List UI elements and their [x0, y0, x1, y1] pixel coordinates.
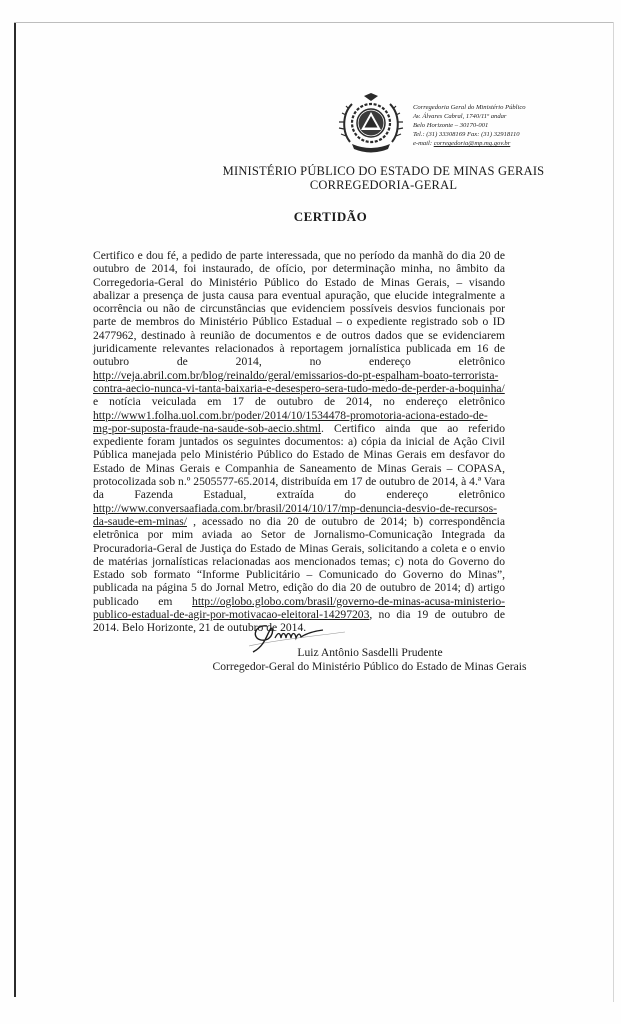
email-label: e-mail:: [413, 140, 433, 147]
email-link[interactable]: corregedoria@mp.mg.gov.br: [433, 140, 511, 147]
institution-name: MINISTÉRIO PÚBLICO DO ESTADO DE MINAS GERAIS: [222, 164, 545, 178]
contact-line: Corregedoria Geral do Ministério Público: [413, 104, 526, 111]
contact-email-line: [413, 139, 608, 148]
body-text-segment: . Certifico ainda que ao referido expediente foram juntados os seguintes documentos: a) cópia da inicial de Ação Civil Pública manejada pelo Ministério Público do Estado de Minas Gerais em desfavor do Estado de Minas Gerais e Companhia de Saneamento de Minas Gerais – COPASA, protocolizada sob n.º 2505577-65.2014, distribuída em 17 de outubro de 2014, à 4.ª Vara da Fazenda Estadual, extraída do endereço eletrônico: [93, 421, 505, 502]
url-link-folha[interactable]: http://www1.folha.uol.com.br/poder/2014/10/1534478-promotoria-aciona-estado-de-mg-por-suposta-fraude-na-saude-sob-aecio.shtml: [93, 408, 488, 435]
coat-of-arms-icon: [338, 92, 404, 156]
contact-line: Av. Álvares Cabral, 1740/11º andar: [413, 113, 507, 120]
certificate-body: [93, 249, 505, 635]
contact-line: Belo Horizonte – 30170-001: [413, 122, 489, 129]
letterhead-contact: [413, 103, 608, 148]
url-link-conversaafiada[interactable]: http://www.conversaafiada.com.br/brasil/2014/10/17/mp-denuncia-desvio-de-recursos-da-saude-em-minas/: [93, 501, 497, 528]
page-border-top: [14, 22, 614, 23]
signature-block: [0, 646, 621, 674]
institution-heading: [0, 164, 621, 192]
institution-department: CORREGEDORIA-GERAL: [309, 178, 458, 192]
body-text-segment: , no dia 19 de outubro de 2014. Belo Horizonte, 21 de outubro de 2014.: [93, 608, 505, 635]
signer-role: Corregedor-Geral do Ministério Público do Estado de Minas Gerais: [212, 660, 527, 673]
document-title: CERTIDÃO: [293, 209, 368, 224]
body-text-segment: , acessado no dia 20 de outubro de 2014; b) correspondência eletrônica por mim aviada ao Setor de Jornalismo-Comunicação Integrada da Procuradoria-Geral de Justiça do Estado de Minas Gerais, solicitando a coleta e o envio de matérias jornalísticas relacionadas aos mencionados temas; c) nota do Governo do Estado sob formato “Informe Publicitário – Comunicado do Governo do Minas”, publicada na página 5 do Jornal Metro, edição do dia 20 de outubro de 2014; d) artigo publicado em: [93, 514, 505, 608]
body-text-segment: Certifico e dou fé, a pedido de parte interessada, que no período da manhã do dia 20 de outubro de 2014, foi instaurado, de ofício, por determinação minha, no âmbito da Corregedoria-Geral do Ministério Público do Estado de Minas Gerais, – visando abalizar a presença de justa causa para eventual apuração, que elucide integralmente a ocorrência ou não de circunstâncias que evidenciem possíveis desvios funcionais por parte de membros do Ministério Público Estadual – o expediente registrado sob o ID 2477962, destinado à reunião de documentos e de outros dados que se evidenciarem juridicamente relevantes relacionados à reportagem jornalística publicada em 16 de outubro de 2014, no endereço eletrônico: [93, 249, 505, 369]
url-link-veja[interactable]: http://veja.abril.com.br/blog/reinaldo/geral/emissarios-do-pt-espalham-boato-terrorista-contra-aecio-nunca-vi-tanta-baixaria-e-desespero-sera-tudo-medo-de-perder-a-boquinha/: [93, 368, 505, 395]
contact-line: Tel.: (31) 33308169 Fax: (31) 32918110: [413, 131, 520, 138]
signer-name: Luiz Antônio Sasdelli Prudente: [297, 646, 443, 659]
body-text-segment: e notícia veiculada em 17 de outubro de 2014, no endereço eletrônico: [93, 395, 505, 409]
url-link-oglobo[interactable]: http://oglobo.globo.com/brasil/governo-de-minas-acusa-ministerio-publico-estadual-de-agir-por-motivacao-eleitoral-14297203: [93, 594, 505, 622]
